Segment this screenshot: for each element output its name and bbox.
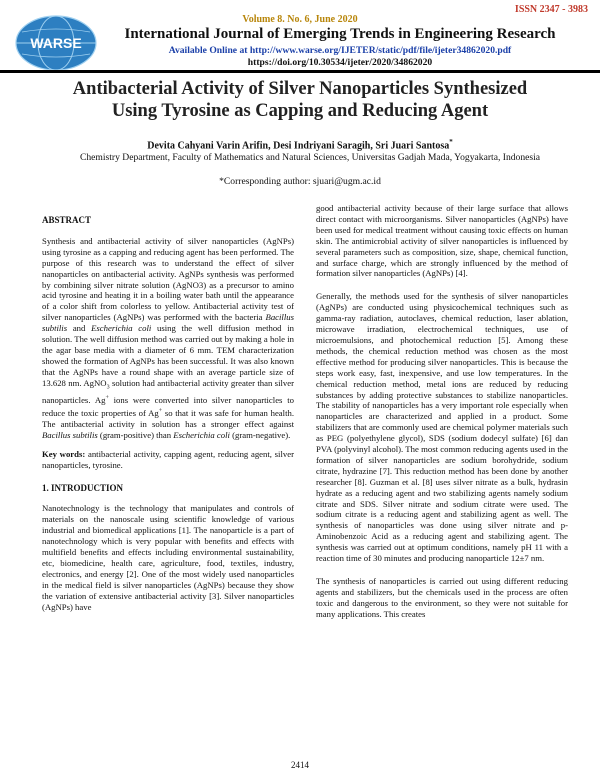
journal-name: International Journal of Emerging Trends in Engineering Research [124, 26, 556, 42]
body-paragraph-3: The synthesis of nanoparticles is carried out using different reducing agents and stabilizers, but the chemicals used in the process are often toxic and dangerous to the environment, so they were not suitable for many applications. This creates [316, 576, 568, 619]
logo-text: WARSE [30, 35, 82, 51]
header-rule [0, 70, 600, 73]
affiliation: Chemistry Department, Faculty of Mathematics and Natural Sciences, Universitas Gadjah Mada, Yogyakarta, Indonesia [79, 152, 541, 163]
superscript: + [158, 408, 163, 415]
superscript: + [105, 395, 109, 402]
abstract-part: solution had antibacterial activity greater than silver nanoparticles. Ag [42, 377, 294, 406]
title-line-2: Using Tyrosine as Capping and Reducing Agent [111, 101, 489, 121]
keywords [42, 449, 294, 471]
page-number: 2414 [291, 760, 309, 770]
abstract-part: Synthesis and antibacterial activity of silver nanoparticles (AgNPs) using tyrosine as a capping and reducing agent has been performed. The purpose of this research was to understand the effect of silver nanoparticles on antibacterial activity. AgNPs synthesis was performed by combining silver nitrate solution (AgNO3) as a precursor to amino acid tyrosine and heating it in a boiling water bath until the appearance of a color shift from colorless to yellow. Antibacterial activity test of silver nanoparticles (AgNPs) was performed with the bacteria [42, 235, 294, 323]
abstract-part: so that it was safe for human health. The antibacterial activity in solution has a stronger effect against [42, 408, 294, 429]
author-names: Devita Cahyani Varin Arifin, Desi Indriyani Saragih, Sri Juari Santosa [147, 140, 450, 152]
keywords-label: Key words: [42, 448, 86, 459]
introduction-heading: 1. INTRODUCTION [42, 482, 124, 493]
paper-title [30, 78, 570, 122]
body-paragraph-2: Generally, the methods used for the synthesis of silver nanoparticles (AgNPs) are conducted using physicochemical techniques such as gamma-ray radiation, autoclaves, chemical reduction, laser ablation, microwave irradiation, electrochemical techniques, use of microemulsions, and photochemical reduction [5]. Among these methods, the chemical reduction method was chosen as the most effective method for producing silver nanoparticles. This is because the steps work easy, fast, inexpensive, and use low temperatures. In the chemical reduction method, metal ions are reduced by reducing substances by adding protective substances to stabilize nanoparticles. The stability of nanoparticles has a very important role especially when nanoparticles are characterized and applied in a product. Some stabilizers that are commonly used are chemical polymer materials such as PEG (polyethylene glycol), SDS (sodium dodecyl sulfate) [6] dan PVA (polyvinyl alcohol). The most common reducing agents used in the formation of silver nanoparticles are sodium borohydride, sodium citrate, hydrazine [7]. This reduction method has been done by another researcher [8]. Guzman et al. [8] uses silver nitrate as a bulk, hydrasin hydrate as a reducing agent and two stabilizing agents namely sodium citrate and SDS. Silver nitrate and sodium citrate were used. The sodium citrate is a reducing agent and stabilizing agent as well. The synthesis of nanoparticles was done using silver nitrate and p-Aminobenzoic Acid as a reducing agent and stabilizing agent. The synthesis was carried out at optimum conditions, namely pH 11 with a reaction time of 30 minutes and producing nanoparticle 12±7 nm. [316, 291, 568, 564]
species-name: Escherichia coli [173, 429, 230, 440]
abstract-part: using the well diffusion method in solution. The well diffusion method was carried out by making a hole in the agar base media with a diameter of 6 mm. TEM characterization showed the formation of AgNPs has been successful. It was also known that the AgNPs have a round shape with an average particle size of 13.628 nm. AgNO [42, 323, 294, 388]
abstract-heading: ABSTRACT [42, 215, 92, 225]
abstract-part: ions were converted into silver nanoparticles to reduce the toxic properties of Ag [42, 395, 294, 419]
corresponding-author: *Corresponding author: sjuari@ugm.ac.id [219, 176, 381, 187]
journal-logo [12, 12, 100, 74]
authors [0, 138, 600, 151]
globe-icon [12, 12, 100, 74]
volume-info: Volume 8. No. 6, June 2020 [242, 14, 358, 25]
right-column [316, 203, 568, 628]
subscript: 3 [106, 384, 110, 391]
abstract-part: (gram-negative). [229, 429, 291, 440]
species-name: Escherichia coli [91, 323, 152, 334]
body-paragraph-1: good antibacterial activity because of their large surface that allows direct contact with microorganisms. Silver nanoparticles (AgNPs) have been used for medical treatment without causing toxic effects on human skin. The antimicrobial activity of silver nanoparticles is influenced by several parameters such as composition, size, shape, chemical function, and surface charge, which are strongly influenced by the method of formation silver nanoparticles (AgNPs) [4]. [316, 203, 568, 279]
author-mark: * [449, 138, 453, 146]
abstract-part: (gram-positive) than [97, 429, 174, 440]
abstract-part: and [67, 323, 92, 334]
species-name: Bacillus subtilis [42, 312, 294, 334]
issn: ISSN 2347 - 3983 [514, 4, 588, 15]
doi-link[interactable]: https://doi.org/10.30534/ijeter/2020/34862020 [247, 57, 433, 68]
introduction-paragraph: Nanotechnology is the technology that manipulates and controls of materials on the nanoscale using scientific knowledge of various industrial and biomedical applications [1]. The nanoparticle is a part of nanotechnology which is very popular with benefits and effects with multifield benefits and effects including environmental sustainability, etc, biomedicine, health care, agriculture, food, textiles, industry, electronics, and energy [2]. One of the most widely used nanoparticles in the medical field is silver nanoparticles (AgNPs) because they show the variation of extensive antibacterial activity [3]. Silver nanoparticles (AgNPs) have [42, 503, 294, 612]
left-column [42, 203, 294, 621]
species-name: Bacillus subtilis [42, 429, 98, 440]
title-line-1: Antibacterial Activity of Silver Nanoparticles Synthesized [72, 79, 528, 99]
keywords-text: antibacterial activity, capping agent, reducing agent, silver nanoparticles, tyrosine. [42, 448, 294, 470]
available-online-link[interactable]: Available Online at http://www.warse.org/IJETER/static/pdf/file/ijeter34862020.pdf [168, 45, 512, 56]
abstract-text [42, 236, 294, 441]
